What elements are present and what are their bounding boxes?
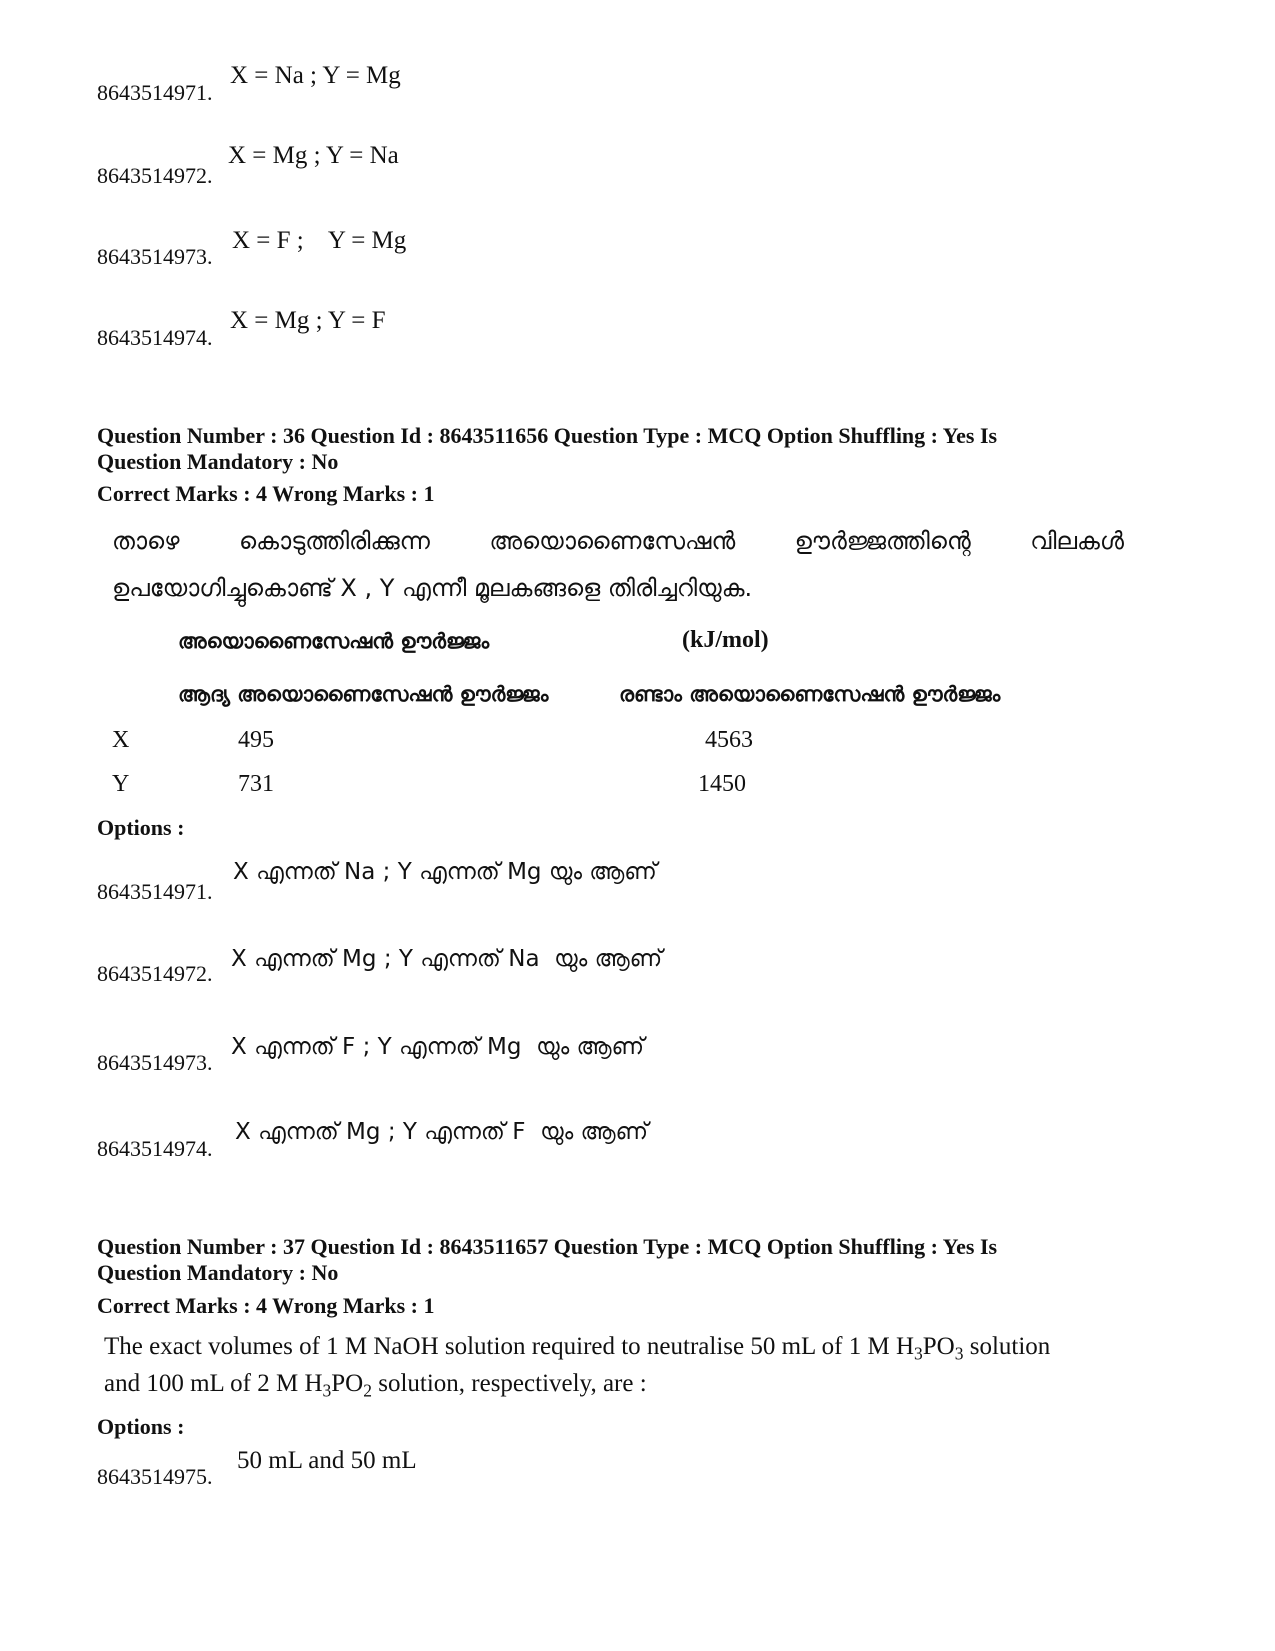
question-mandatory: Question Mandatory : No — [97, 1260, 339, 1285]
option-id: 8643514972. — [97, 961, 213, 986]
word: താഴെ — [112, 527, 180, 555]
subscript: 3 — [954, 1343, 964, 1364]
question-header: Question Number : 37 Question Id : 8643511657 Question Type : MCQ Option Shuffling : Yes Is — [97, 1234, 998, 1259]
subscript: 3 — [914, 1343, 923, 1364]
table-col-second: രണ്ടാം അയൊണൈസേഷൻ ഊർജ്ജം — [619, 682, 1001, 706]
table-title: അയൊണൈസേഷൻ ഊർജ്ജം — [178, 629, 490, 653]
question-header: Question Number : 36 Question Id : 8643511656 Question Type : MCQ Option Shuffling : Yes Is — [97, 423, 998, 448]
text-segment: solution, respectively, are : — [371, 1370, 647, 1397]
question-mandatory: Question Mandatory : No — [97, 449, 339, 474]
option-text — [231, 1033, 644, 1061]
subscript: 2 — [363, 1380, 372, 1401]
table-row-label: Y — [112, 771, 130, 797]
question-marks: Correct Marks : 4 Wrong Marks : 1 — [97, 481, 435, 506]
table-cell: 495 — [238, 727, 274, 753]
question-text-line2: ഉപയോഗിച്ചുകൊണ്ട് X , Y എന്നീ മൂലകങ്ങളെ തിരിച്ചറിയുക. — [112, 574, 753, 602]
option-label: X എന്നത് Na ; Y എന്നത് Mg യും ആണ് — [233, 859, 657, 885]
word: കൊടുത്തിരിക്കുന്ന — [239, 527, 430, 555]
table-unit: (kJ/mol) — [682, 627, 769, 653]
option-id: 8643514975. — [97, 1464, 213, 1489]
table-col-first: ആദ്യ അയൊണൈസേഷൻ ഊർജ്ജം — [178, 682, 549, 706]
question-marks: Correct Marks : 4 Wrong Marks : 1 — [97, 1293, 435, 1318]
option-text: X = Mg ; Y = Na — [228, 142, 399, 169]
option-text: 50 mL and 50 mL — [237, 1447, 417, 1474]
table-cell: 4563 — [705, 727, 753, 753]
option-id: 8643514972. — [97, 163, 213, 188]
word: വിലകൾ — [1030, 527, 1124, 555]
option-text: X = Na ; Y = Mg — [230, 62, 401, 89]
option-id: 8643514971. — [97, 80, 213, 105]
option-id: 8643514973. — [97, 244, 213, 269]
word: അയൊണൈസേഷൻ — [489, 527, 736, 555]
option-id: 8643514971. — [97, 879, 213, 904]
option-id: 8643514974. — [97, 1136, 213, 1161]
text-segment: and 100 mL of 2 M H — [104, 1370, 323, 1397]
option-id: 8643514974. — [97, 325, 213, 350]
table-cell: 731 — [238, 771, 274, 797]
question-text-line2 — [104, 1370, 647, 1401]
options-label: Options : — [97, 1414, 185, 1439]
options-label: Options : — [97, 815, 185, 840]
option-text — [231, 945, 662, 973]
option-id: 8643514973. — [97, 1050, 213, 1075]
word: ഊർജ്ജത്തിന്റെ — [794, 527, 971, 555]
option-label: X എന്നത് Mg ; Y എന്നത് F യും ആണ് — [235, 1119, 649, 1145]
question-text-line1 — [104, 1333, 1051, 1364]
option-text — [235, 1118, 648, 1146]
option-text: X = Mg ; Y = F — [230, 307, 386, 334]
text-segment: PO — [331, 1370, 364, 1397]
subscript: 3 — [322, 1380, 332, 1401]
question-text-line1 — [112, 527, 1124, 555]
table-row-label: X — [112, 727, 130, 753]
text-segment: The exact volumes of 1 M NaOH solution required to neutralise 50 mL of 1 M H — [104, 1333, 915, 1360]
option-label: X എന്നത് F ; Y എന്നത് Mg യും ആണ് — [231, 1034, 645, 1060]
option-text: X = F ; Y = Mg — [232, 227, 407, 254]
option-text — [233, 858, 657, 886]
text-segment: solution — [963, 1333, 1051, 1360]
table-cell: 1450 — [698, 771, 746, 797]
text-segment: PO — [922, 1333, 955, 1360]
option-label: X എന്നത് Mg ; Y എന്നത് Na യും ആണ് — [231, 946, 663, 972]
